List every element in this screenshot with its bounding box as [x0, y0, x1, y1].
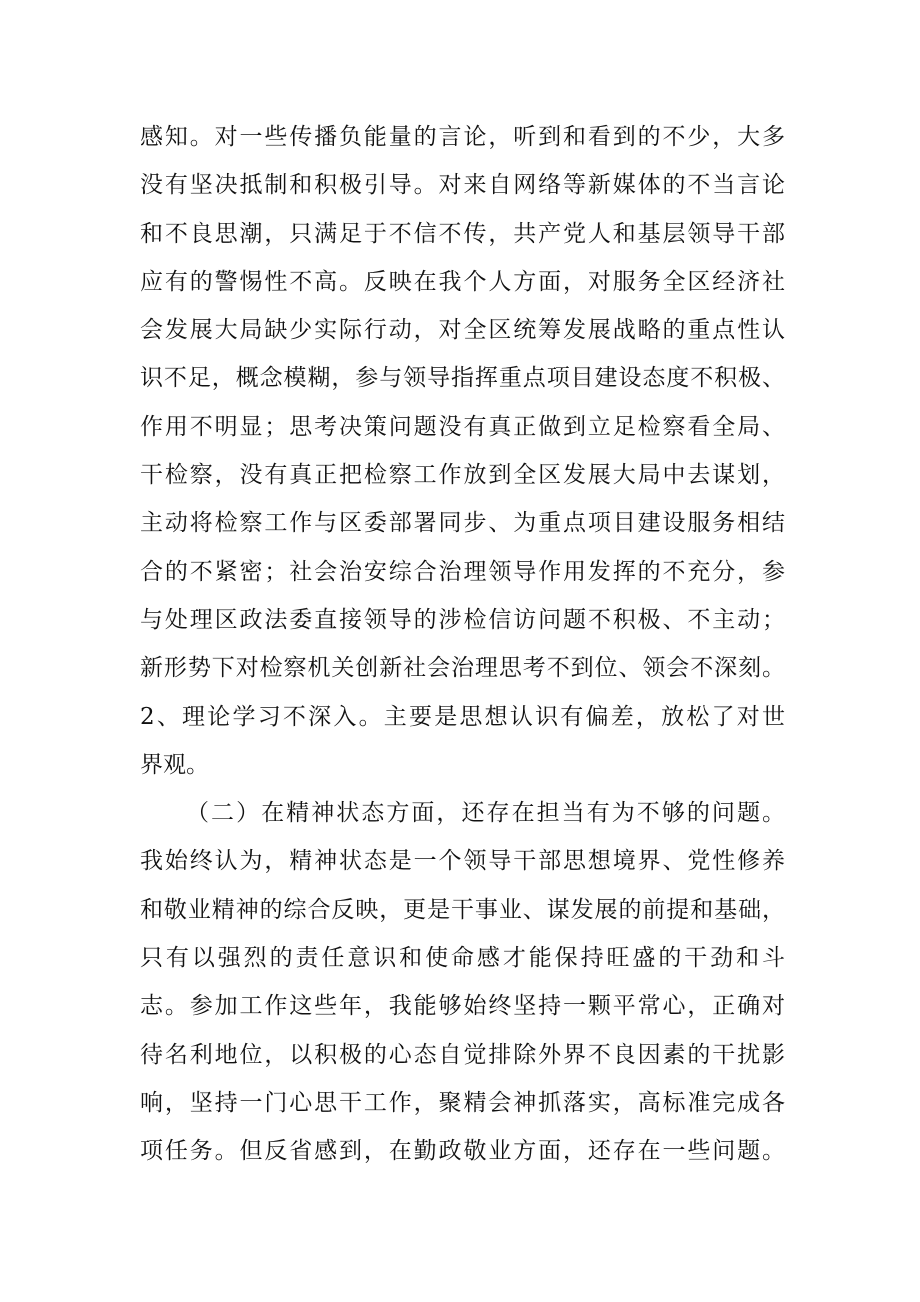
- text-line: （二）在精神状态方面，还存在担当有为不够的问题。: [186, 800, 785, 827]
- text-line: 没有坚决抵制和积极引导。对来自网络等新媒体的不当言论: [140, 172, 785, 199]
- text-line: 作用不明显；思考决策问题没有真正做到立足检察看全局、: [140, 413, 785, 440]
- text-line: 和敬业精神的综合反映，更是干事业、谋发展的前提和基础，: [140, 896, 785, 923]
- text-line: 识不足，概念模糊，参与领导指挥重点项目建设态度不积极、: [140, 365, 785, 392]
- text-line: 2、理论学习不深入。主要是思想认识有偏差，放松了对世: [140, 703, 785, 730]
- text-line: 响，坚持一门心思干工作，聚精会神抓落实，高标准完成各: [140, 1089, 785, 1116]
- text-line: 待名利地位，以积极的心态自觉排除外界不良因素的干扰影: [140, 1041, 785, 1068]
- text-line: 合的不紧密；社会治安综合治理领导作用发挥的不充分，参: [140, 558, 785, 585]
- text-line: 干检察，没有真正把检察工作放到全区发展大局中去谋划，: [140, 462, 785, 489]
- text-line: 志。参加工作这些年，我能够始终坚持一颗平常心，正确对: [140, 993, 785, 1020]
- text-line: 应有的警惕性不高。反映在我个人方面，对服务全区经济社: [140, 268, 785, 295]
- text-line: 项任务。但反省感到，在勤政敬业方面，还存在一些问题。: [140, 1138, 785, 1165]
- text-line: 和不良思潮，只满足于不信不传，共产党人和基层领导干部: [140, 220, 785, 247]
- text-line: 新形势下对检察机关创新社会治理思考不到位、领会不深刻。: [140, 655, 785, 682]
- text-line: 感知。对一些传播负能量的言论，听到和看到的不少，大多: [140, 124, 785, 150]
- text-line: 我始终认为，精神状态是一个领导干部思想境界、党性修养: [140, 848, 785, 875]
- text-line: 只有以强烈的责任意识和使命感才能保持旺盛的干劲和斗: [140, 945, 785, 972]
- text-line: 界观。: [140, 751, 209, 778]
- body-text: [140, 113, 785, 1176]
- text-line: 会发展大局缺少实际行动，对全区统筹发展战略的重点性认: [140, 317, 785, 344]
- text-line: 主动将检察工作与区委部署同步、为重点项目建设服务相结: [140, 510, 785, 537]
- text-line: 与处理区政法委直接领导的涉检信访问题不积极、不主动；: [140, 606, 785, 633]
